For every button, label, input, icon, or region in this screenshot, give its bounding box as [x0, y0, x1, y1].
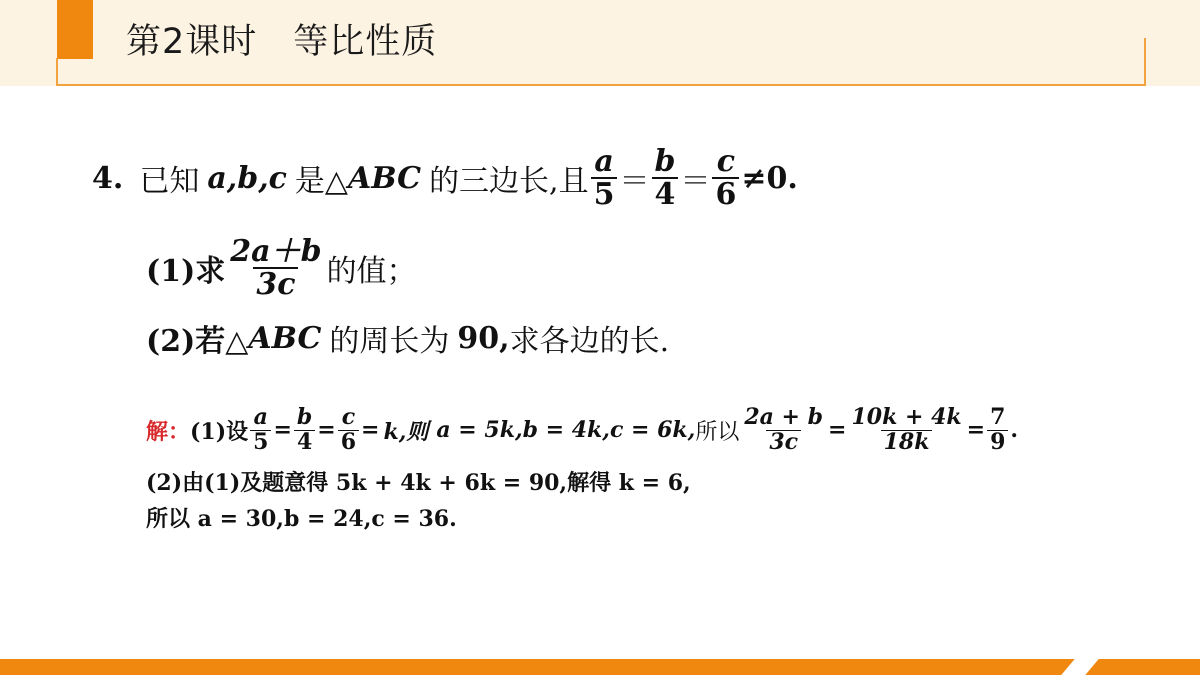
- header-accent-bar: [57, 0, 93, 59]
- page-title: 第2课时 等比性质: [126, 22, 438, 62]
- sol-fraction-2a-b-3c: $\frac{2a + b}{3c}$: [744, 404, 824, 455]
- sol-fraction-a-5: $\frac{a}{5}$: [250, 406, 271, 453]
- part1-label: (1)求: [146, 254, 226, 289]
- fraction-a-5: $\frac{a}{5}$: [591, 146, 618, 211]
- sol-period: .: [1010, 417, 1019, 443]
- part2-label: (2)若△: [146, 324, 249, 359]
- header-frame-bottom: [56, 84, 1146, 86]
- sol-so: 所以: [695, 419, 740, 445]
- stem-text: 已知: [139, 164, 200, 199]
- part2-tail: 求各边的长.: [509, 324, 670, 359]
- equals-sign: ＝: [680, 164, 711, 199]
- sol-equals: =: [317, 417, 336, 443]
- sol-equals: =: [966, 417, 986, 443]
- question-stem: [92, 138, 798, 218]
- part2-abc: ABC: [248, 320, 322, 356]
- solution-line-1: [146, 398, 1018, 462]
- sol-fraction-c-6: $\frac{c}{6}$: [338, 406, 359, 453]
- stem-abc: ABC: [347, 160, 422, 196]
- sol-k-then: k,则: [383, 418, 429, 445]
- part1-tail: 的值；: [326, 254, 417, 289]
- header-frame-left: [56, 58, 58, 86]
- part2-value: 90,: [457, 320, 510, 356]
- footer-bar: [0, 659, 1200, 675]
- sol-fraction-b-4: $\frac{b}{4}$: [294, 406, 315, 453]
- not-equal-zero: ≠0.: [741, 160, 798, 196]
- fraction-c-6: $\frac{c}{6}$: [712, 146, 739, 211]
- fraction-b-4: $\frac{b}{4}$: [651, 146, 678, 211]
- sol-fraction-14k-18k: $\frac{10k + 4k}{18k}$: [851, 404, 962, 455]
- solution-part1-label: (1)设: [190, 418, 249, 445]
- sol-equals: =: [828, 417, 847, 443]
- sol-fraction-7-9: $\frac{7}{9}$: [987, 406, 1008, 453]
- sol-equals: =: [273, 417, 292, 443]
- stem-tail: 的三边长,且: [429, 164, 589, 199]
- question-part-2: [146, 316, 669, 360]
- solution-line-3: 所以 a = 30,b = 24,c = 36.: [146, 505, 457, 532]
- question-part-1: [146, 228, 417, 308]
- stem-is: 是△: [294, 164, 348, 199]
- equals-sign: ＝: [619, 164, 650, 199]
- solution-label: 解：: [146, 418, 191, 445]
- solution-line-2: (2)由(1)及题意得 5k + 4k + 6k = 90,解得 k = 6,: [146, 469, 691, 496]
- question-number: 4.: [92, 160, 124, 196]
- sol-equals: =: [361, 417, 380, 443]
- part2-mid: 的周长为: [329, 324, 450, 359]
- header-frame-right: [1144, 38, 1146, 86]
- sol-values: a = 5k,b = 4k,c = 6k,: [436, 417, 696, 443]
- stem-vars: a,b,c: [207, 160, 287, 196]
- fraction-2a-plus-b-over-3c: $\frac{2a+b}{3c}$: [230, 233, 322, 302]
